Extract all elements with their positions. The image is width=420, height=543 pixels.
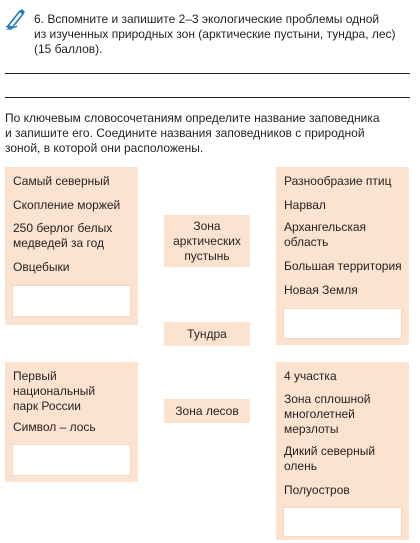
keyword: 4 участка [284, 369, 337, 383]
keyword: Символ – лось [13, 420, 96, 434]
task-line-2: из изученных природных зон (арктические пустыни, тундра, лес) [34, 27, 396, 41]
instruction-line-1: По ключевым словосочетаниям определите название заповедника [5, 111, 380, 125]
answer-line-2[interactable] [5, 97, 410, 98]
keyword: Полуостров [284, 483, 350, 497]
instruction-line-2: и запишите его. Соедините названия заповедников с природной [5, 126, 365, 140]
zone-forest[interactable]: Зона лесов [164, 399, 250, 423]
reserve-answer-box[interactable] [12, 285, 131, 317]
keyword: Архангельская область [284, 220, 367, 249]
reserve-card-right-bottom [276, 362, 409, 540]
reserve-answer-box[interactable] [283, 507, 402, 537]
keyword: Нарвал [284, 198, 326, 212]
reserve-card-left-bottom [5, 362, 138, 482]
keyword: Скопление моржей [13, 198, 121, 212]
answer-line-1[interactable] [5, 73, 410, 74]
instruction-line-3: зоной, в которой они расположены. [5, 141, 204, 155]
keyword: Дикий северный олень [284, 444, 376, 473]
keyword: Большая территория [284, 259, 402, 273]
reserve-answer-box[interactable] [283, 308, 402, 339]
keyword: Разнообразие птиц [284, 174, 392, 188]
keyword: Овцебыки [13, 260, 70, 274]
instruction [5, 111, 410, 156]
keyword: Новая Земля [284, 283, 358, 297]
task-text [34, 12, 414, 57]
task-line-1: 6. Вспомните и запишите 2–3 экологические проблемы одной [34, 12, 380, 26]
reserve-answer-box[interactable] [12, 444, 131, 476]
reserve-card-left-top [5, 167, 138, 325]
task-line-3: (15 баллов). [34, 42, 103, 56]
keyword: Первый национальный парк России [13, 369, 96, 413]
keyword: Самый северный [13, 174, 110, 188]
zone-tundra[interactable]: Тундра [164, 322, 250, 346]
keyword: 250 берлог белых медведей за год [13, 221, 113, 250]
keyword: Зона сплошной многолетней мерзлоты [284, 392, 371, 436]
reserve-card-right-top [276, 167, 409, 345]
zone-arctic-desert[interactable]: Зона арктических пустынь [164, 215, 250, 267]
pen-icon [4, 6, 26, 32]
